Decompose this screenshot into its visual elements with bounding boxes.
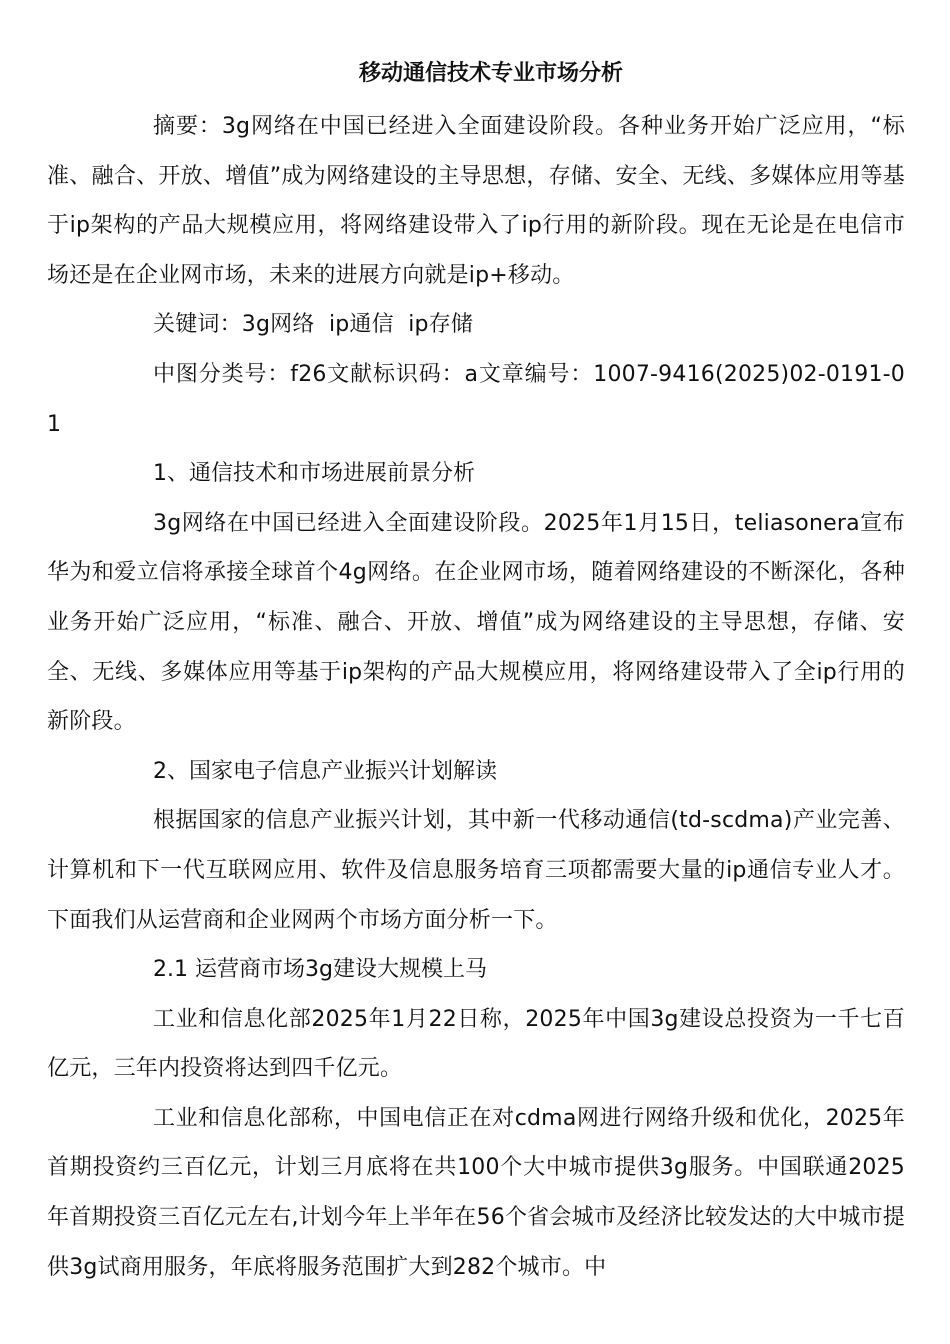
section-2-heading: 2、国家电子信息产业振兴计划解读 <box>153 758 497 784</box>
classification-code: 中图分类号：f26 <box>153 361 327 387</box>
document-page <box>47 52 905 1292</box>
abstract-paragraph: 摘要：3g网络在中国已经进入全面建设阶段。各种业务开始广泛应用，“标准、融合、开放、增值”成为网络建设的主导思想，存储、安全、无线、多媒体应用等基于ip架构的产品大规模应用，将网络建设带入了ip行用的新阶段。现在无论是在电信市场还是在企业网市场，未来的进展方向就是ip+移动。 <box>47 114 905 288</box>
classification-line <box>47 350 905 449</box>
section-1-heading: 1、通信技术和市场进展前景分析 <box>153 461 475 487</box>
section-2-1-heading: 2.1 运营商市场3g建设大规模上马 <box>153 957 487 983</box>
article-number: 文章编号：1007-9416(2025)02-0191-01 <box>47 361 905 437</box>
section-2-1-paragraph-1: 工业和信息化部2025年1月22日称，2025年中国3g建设总投资为一千七百亿元，三年内投资将达到四千亿元。 <box>47 1006 905 1082</box>
section-2-1-paragraph-2: 工业和信息化部称，中国电信正在对cdma网进行网络升级和优化，2025年首期投资约三百亿元，计划三月底将在共100个大中城市提供3g服务。中国联通2025年首期投资三百亿元左右,计划今年上半年在56个省会城市及经济比较发达的大中城市提供3g试商用服务，年底将服务范围扩大到282个城市。中 <box>47 1105 905 1280</box>
keywords-line: 关键词：3g网络 ip通信 ip存储 <box>153 312 474 338</box>
section-1-body: 3g网络在中国已经进入全面建设阶段。2025年1月15日，teliasonera宣布华为和爱立信将承接全球首个4g网络。在企业网市场，随着网络建设的不断深化，各种业务开始广泛应用，“标准、融合、开放、增值”成为网络建设的主导思想，存储、安全、无线、多媒体应用等基于ip架构的产品大规模应用，将网络建设带入了全ip行用的新阶段。 <box>47 510 905 735</box>
document-title: 移动通信技术专业市场分析 <box>358 61 623 86</box>
document-code: 文献标识码：a <box>326 361 479 387</box>
section-2-body: 根据国家的信息产业振兴计划，其中新一代移动通信(td-scdma)产业完善、计算机和下一代互联网应用、软件及信息服务培育三项都需要大量的ip通信专业人才。下面我们从运营商和企业网两个市场方面分析一下。 <box>47 808 905 933</box>
